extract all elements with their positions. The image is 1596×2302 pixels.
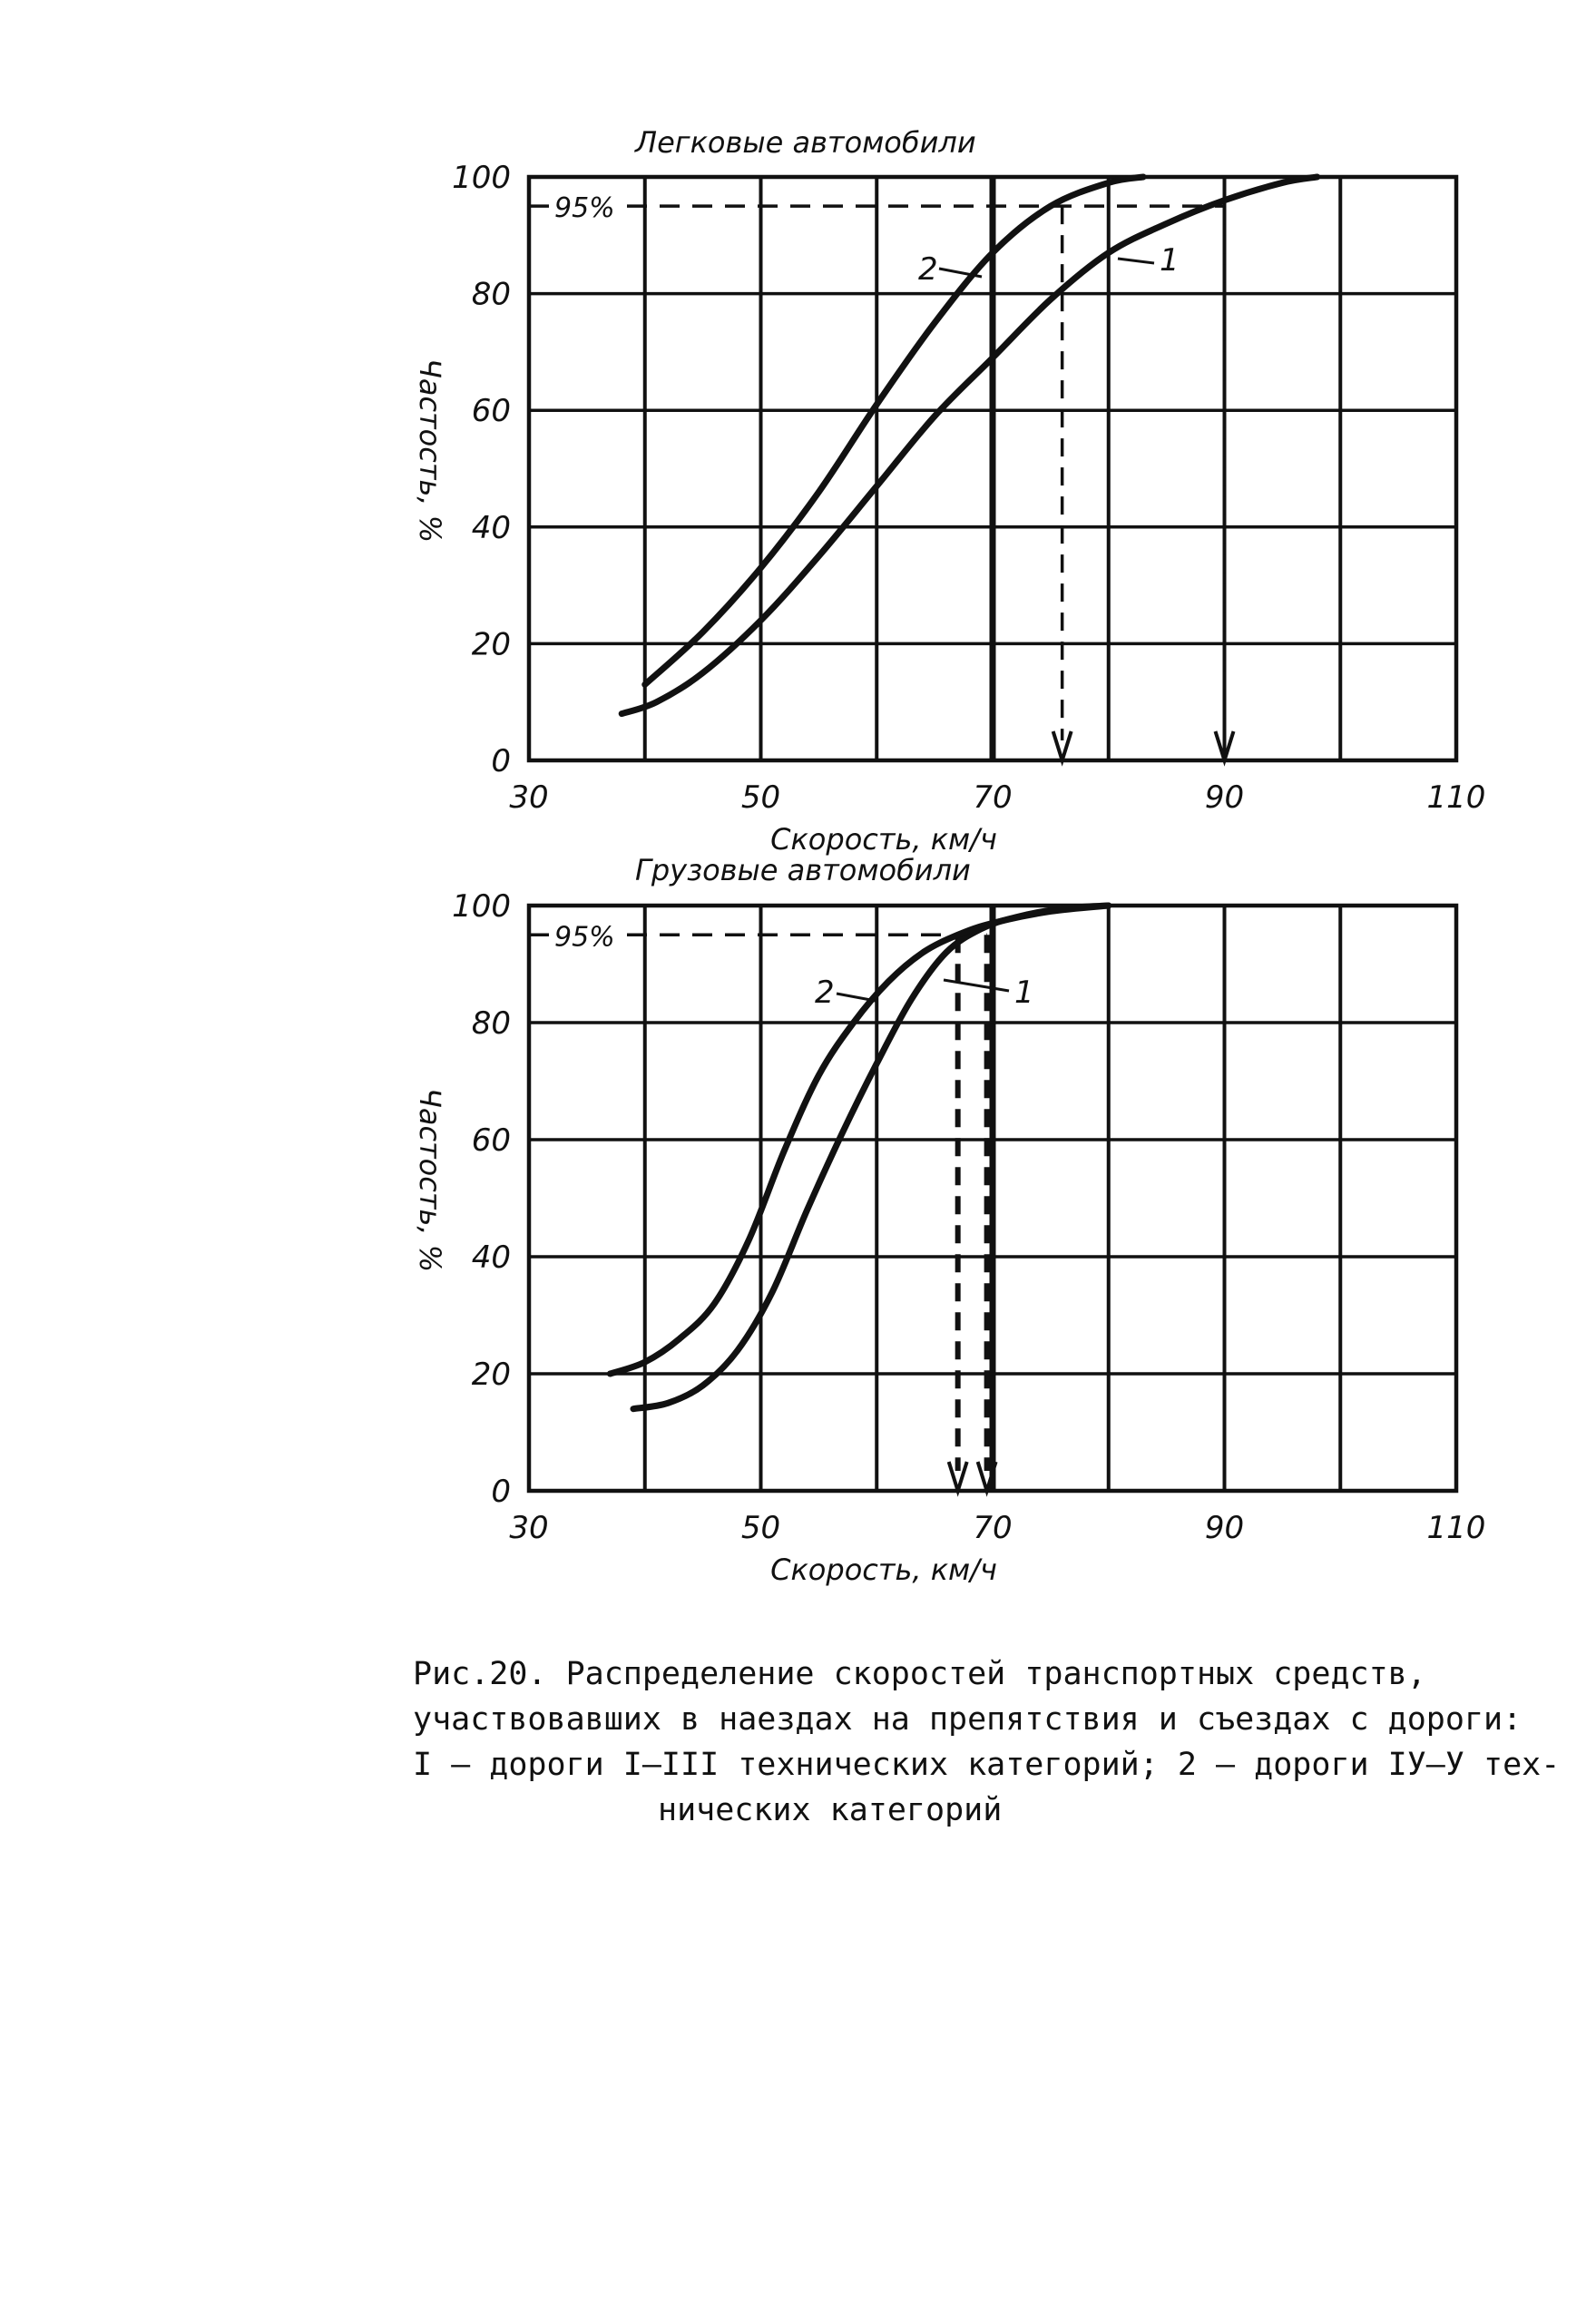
x-axis-label: Скорость, км/ч <box>770 1553 997 1587</box>
chart-passenger-cars <box>413 160 1485 857</box>
series-label: 1 <box>1014 975 1034 1011</box>
chart-title-passenger: Легковые автомобили <box>635 125 976 160</box>
chart-title-trucks: Грузовые автомобили <box>635 853 971 887</box>
series-curve-1 <box>622 177 1317 714</box>
y-tick-label: 0 <box>491 1474 511 1510</box>
y-tick-label: 0 <box>491 743 511 779</box>
x-tick-label: 70 <box>973 1510 1013 1546</box>
y-tick-label: 40 <box>471 509 511 546</box>
x-tick-label: 30 <box>509 1510 549 1546</box>
x-tick-label: 30 <box>509 779 549 816</box>
y-tick-label: 100 <box>452 888 511 925</box>
caption-line-4: нических категорий <box>658 1792 1003 1828</box>
series-leader-line <box>1118 259 1154 263</box>
caption-line-3: I – дороги I–III технических категорий; 2 – дороги IУ–У тех- <box>413 1747 1561 1783</box>
series-label: 2 <box>815 975 835 1011</box>
x-tick-label: 110 <box>1426 1510 1486 1546</box>
x-tick-label: 90 <box>1204 779 1245 816</box>
y-tick-label: 80 <box>471 276 511 313</box>
y-tick-label: 20 <box>471 626 511 663</box>
series-label: 2 <box>918 251 938 288</box>
x-tick-label: 50 <box>740 1510 781 1546</box>
series-curve-2 <box>645 177 1143 684</box>
y-tick-label: 100 <box>452 160 511 196</box>
x-tick-label: 90 <box>1204 1510 1245 1546</box>
chart-trucks <box>413 888 1485 1587</box>
figure-caption <box>413 1651 1561 1833</box>
reference-label-95: 95% <box>554 192 615 225</box>
y-axis-label: Частость, % <box>413 358 447 544</box>
x-tick-label: 70 <box>973 779 1013 816</box>
y-tick-label: 40 <box>471 1239 511 1276</box>
caption-line-2: участвовавших в наездах на препятствия и съездах с дороги: <box>413 1701 1523 1738</box>
y-tick-label: 80 <box>471 1005 511 1042</box>
series-leader-line <box>944 980 1009 991</box>
x-axis-label: Скорость, км/ч <box>770 822 997 857</box>
x-tick-label: 50 <box>740 779 781 816</box>
x-tick-label: 110 <box>1426 779 1486 816</box>
series-curve-1 <box>633 906 1109 1409</box>
caption-line-1: Рис.20. Распределение скоростей транспортных средств, <box>413 1656 1426 1692</box>
y-tick-label: 60 <box>471 393 511 430</box>
y-tick-label: 60 <box>471 1122 511 1159</box>
y-tick-label: 20 <box>471 1357 511 1393</box>
series-label: 1 <box>1160 242 1180 279</box>
reference-label-95: 95% <box>554 921 615 954</box>
y-axis-label: Частость, % <box>413 1087 447 1273</box>
